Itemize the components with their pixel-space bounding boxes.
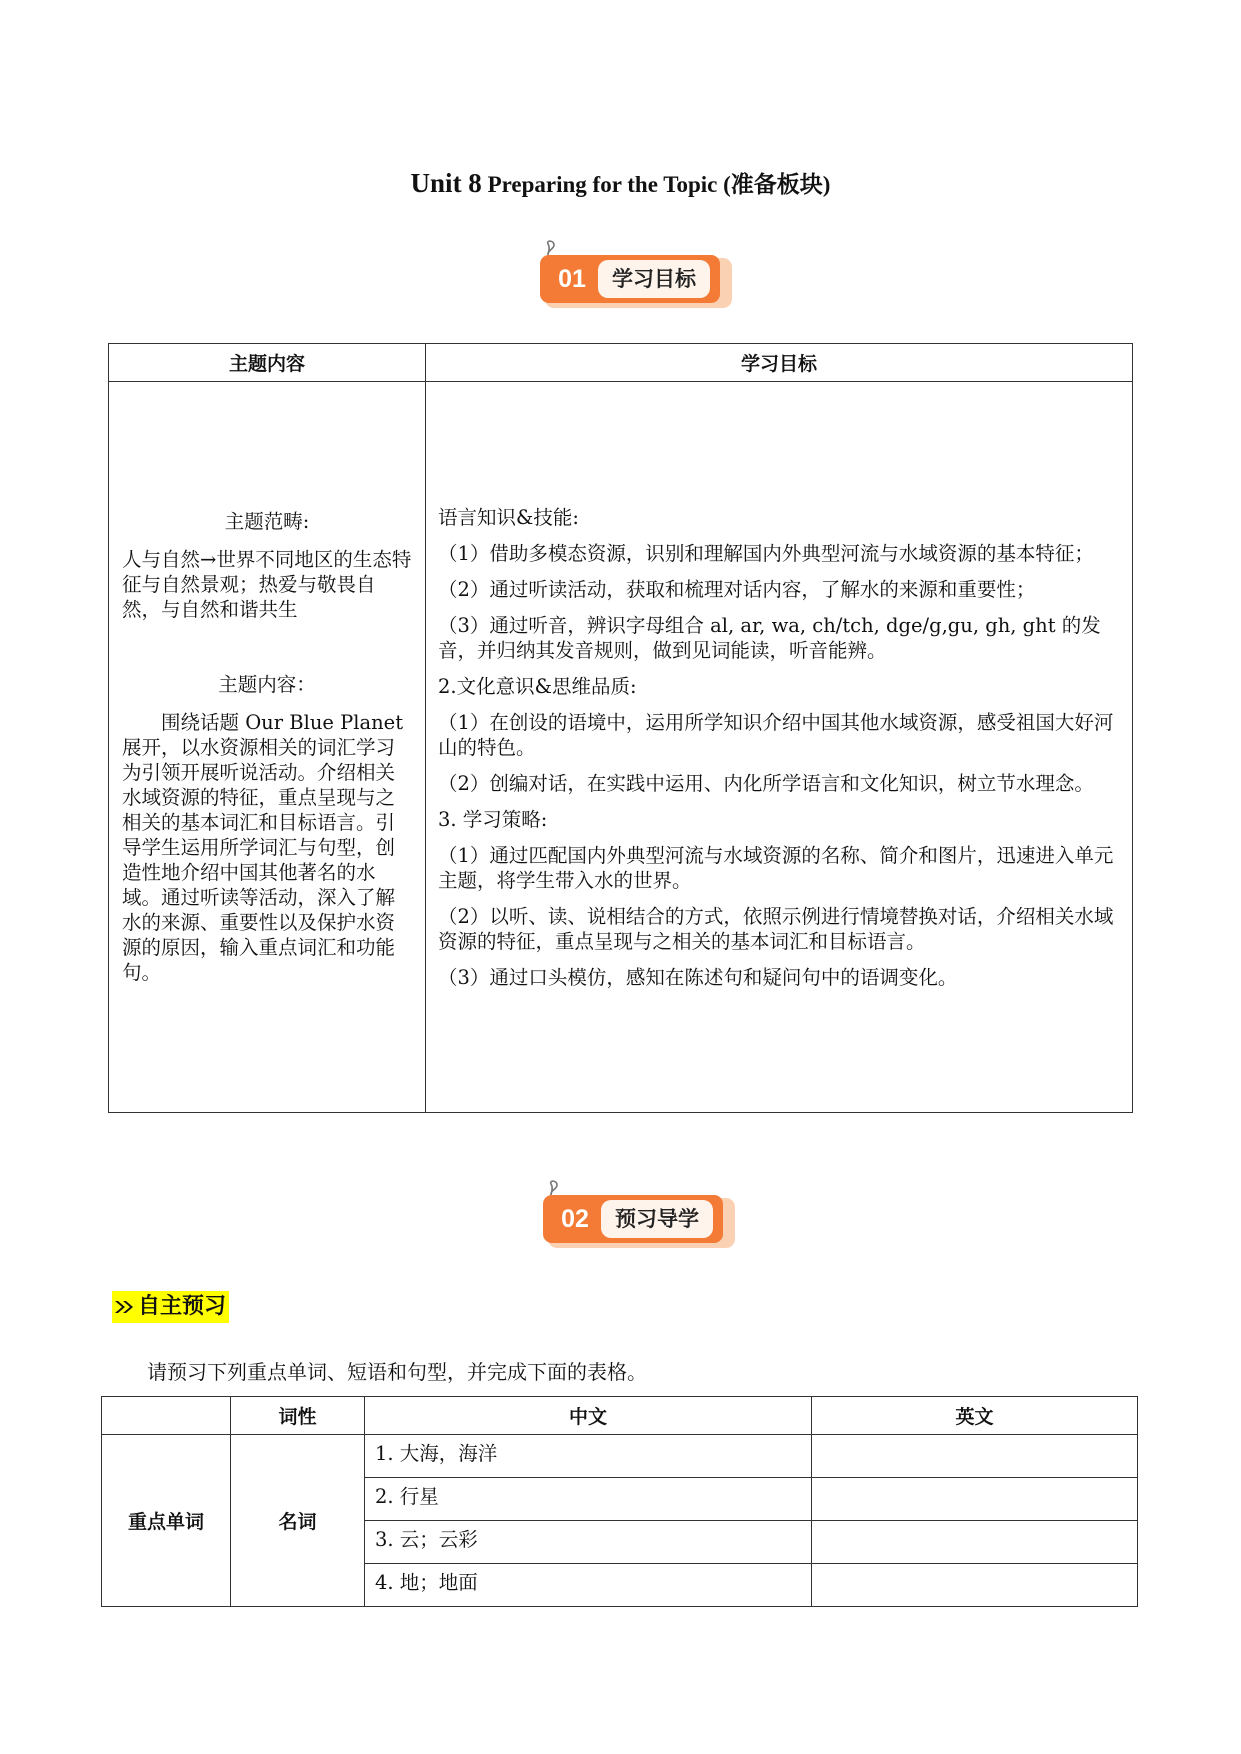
badge-label: 预习导学 [601,1200,713,1238]
culture-heading: 2.文化意识&思维品质: [438,674,637,698]
culture-item: （2）创编对话，在实践中运用、内化所学语言和文化知识，树立节水理念。 [438,771,1094,795]
category-text: 人与自然→世界不同地区的生态特征与自然景观；热爱与敬畏自然，与自然和谐共生 [122,548,412,621]
pos-cell: 名词 [231,1435,365,1607]
culture-item: （1）在创设的语境中，运用所学知识介绍中国其他水域资源，感受祖国大好河山的特色。 [438,710,1114,759]
english-answer-cell[interactable] [812,1478,1138,1521]
title-unit: Unit 8 [410,168,482,198]
chinese-cell: 3. 云；云彩 [365,1521,812,1564]
strategy-item: （2）以听、读、说相结合的方式，依照示例进行情境替换对话，介绍相关水域资源的特征，重点呈现与之相关的基本词汇和目标语言。 [438,904,1114,953]
header-english: 英文 [812,1397,1138,1435]
english-answer-cell[interactable] [812,1564,1138,1607]
category-cell: 重点单词 [102,1435,231,1607]
badge-label: 学习目标 [598,260,710,298]
double-arrow-icon [114,1299,136,1315]
header-topic-content: 主题内容 [109,344,426,382]
title-rest: Preparing for the Topic (准备板块) [487,172,831,197]
section-badge-preview [543,1178,748,1248]
vocab-table [101,1396,1138,1607]
topic-content-cell [109,382,426,1113]
badge-number: 02 [561,1205,589,1233]
lang-item: （1）借助多模态资源，识别和理解国内外典型河流与水域资源的基本特征； [438,541,1094,565]
header-chinese: 中文 [365,1397,812,1435]
chinese-cell: 2. 行星 [365,1478,812,1521]
page-title [0,166,1241,199]
header-blank [102,1397,231,1435]
lang-item: （3）通过听音，辨识字母组合 al, ar, wa, ch/tch, dge/g,gu, gh, ght 的发音，并归纳其发音规则，做到见词能读，听音能辨。 [438,613,1101,662]
self-study-heading [112,1291,229,1323]
self-study-label: 自主预习 [138,1294,227,1319]
lang-heading: 语言知识&技能: [438,505,579,529]
section-badge-objectives [540,238,745,308]
instruction-text: 请预习下列重点单词、短语和句型，并完成下面的表格。 [147,1360,647,1384]
content-text: 围绕话题 Our Blue Planet 展开，以水资源相关的词汇学习为引领开展听说活动。介绍相关水域资源的特征，重点呈现与之相关的基本词汇和目标语言。引导学生运用所学词汇与句型，创造性地介绍中国其他著名的水域。通过听读等活动，深入了解水的来源、重要性以及保护水资源的原因，输入重点词汇和功能句。 [122,711,404,984]
chinese-cell: 4. 地；地面 [365,1564,812,1607]
english-answer-cell[interactable] [812,1521,1138,1564]
strategy-heading: 3. 学习策略: [438,807,548,831]
chinese-cell: 1. 大海，海洋 [365,1435,812,1478]
english-answer-cell[interactable] [812,1435,1138,1478]
badge-number: 01 [558,265,586,293]
strategy-item: （1）通过匹配国内外典型河流与水域资源的名称、简介和图片，迅速进入单元主题，将学生带入水的世界。 [438,843,1114,892]
strategy-item: （3）通过口头模仿，感知在陈述句和疑问句中的语调变化。 [438,965,958,989]
content-label: 主题内容： [218,673,316,696]
learning-goals-cell [426,382,1133,1113]
header-learning-goals: 学习目标 [426,344,1133,382]
objectives-table [108,343,1133,1113]
category-label: 主题范畴: [224,510,310,533]
lang-item: （2）通过听读活动，获取和梳理对话内容，了解水的来源和重要性； [438,577,1036,601]
header-pos: 词性 [231,1397,365,1435]
